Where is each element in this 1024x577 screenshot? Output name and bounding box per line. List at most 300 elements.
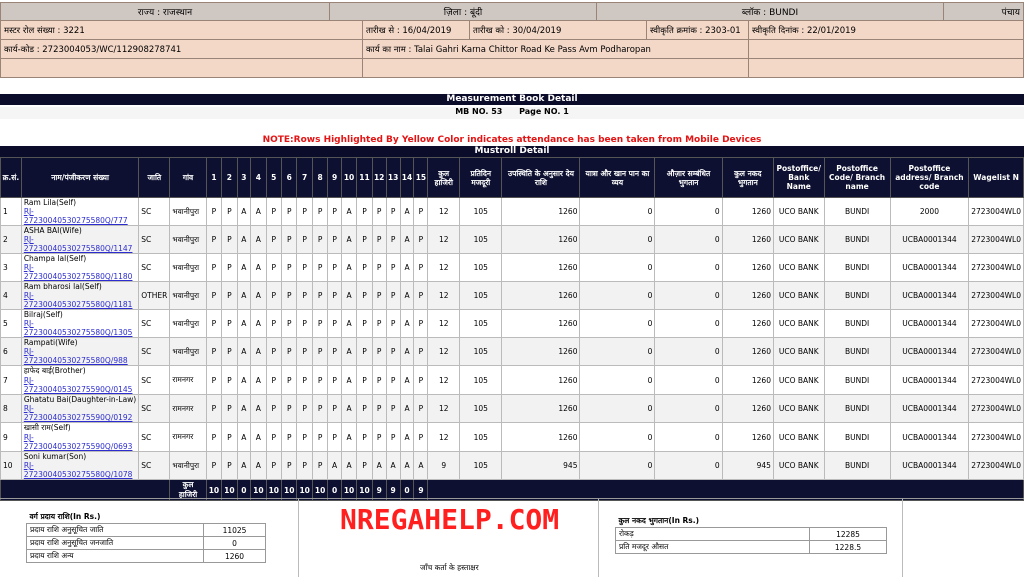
attendance-cell: P	[372, 423, 386, 452]
table-row	[1, 310, 1024, 338]
mobile-attendance-note: NOTE:Rows Highlighted By Yellow Color indicates attendance has been taken from Mobile Devices	[262, 135, 762, 145]
row-travel: 0	[580, 226, 655, 254]
day-total: 0	[328, 480, 342, 501]
worker-name: Ghatatu Bai(Daughter-in-Law)	[23, 395, 137, 404]
attendance-cell: P	[372, 198, 386, 226]
row-cash-total: 1260	[722, 366, 773, 395]
summary-area	[0, 498, 1024, 577]
table-row	[1, 338, 1024, 366]
row-branch: BUNDI	[824, 254, 890, 282]
mb-info	[0, 107, 1024, 119]
attendance-cell: P	[297, 338, 312, 366]
row-daily-wage: 105	[460, 310, 502, 338]
attendance-cell: P	[328, 395, 342, 423]
attendance-cell: P	[282, 395, 297, 423]
date-from: तारीख से : 16/04/2019	[363, 21, 470, 40]
row-sno: 8	[1, 395, 22, 423]
mustroll-rows	[1, 198, 1024, 501]
day-total: 0	[400, 480, 414, 501]
attendance-cell: A	[341, 338, 356, 366]
district-label: ज़िला : बूंदी	[330, 3, 597, 21]
attendance-cell: P	[357, 338, 372, 366]
row-travel: 0	[580, 395, 655, 423]
day-total: 10	[282, 480, 297, 501]
row-cash-total: 1260	[722, 198, 773, 226]
registration-link[interactable]: RJ-27230040530275580Q/1078	[23, 461, 133, 479]
attendance-cell: P	[312, 310, 327, 338]
day-total: 9	[414, 480, 428, 501]
other-amount-value: 1260	[204, 550, 266, 563]
attendance-cell: P	[222, 395, 237, 423]
work-name: कार्य का नाम : Talai Gahri Karna Chittor Road Ke Pass Avm Podharopan	[363, 40, 749, 59]
attendance-cell: P	[328, 254, 342, 282]
col-day-6: 6	[282, 158, 297, 198]
col-day-9: 9	[328, 158, 342, 198]
other-amount-label: प्रदाय राशि अन्य	[27, 550, 204, 563]
attendance-cell: P	[357, 310, 372, 338]
attendance-cell: P	[357, 198, 372, 226]
col-daily-wage: प्रतिदिन मजदूरी	[460, 158, 502, 198]
row-village: रामनगर	[170, 395, 206, 423]
row-travel: 0	[580, 198, 655, 226]
row-total-days: 12	[428, 395, 460, 423]
signature-label: जाँच कर्ता के हस्ताक्षर	[420, 563, 479, 572]
row-total-days: 9	[428, 452, 460, 480]
row-cash-total: 1260	[722, 395, 773, 423]
attendance-cell: P	[222, 423, 237, 452]
attendance-cell: P	[266, 338, 281, 366]
attendance-cell: P	[266, 226, 281, 254]
worker-name: Bilraj(Self)	[23, 310, 63, 319]
row-total-days: 12	[428, 310, 460, 338]
date-to: तारीख को : 30/04/2019	[470, 21, 647, 40]
row-due-amount: 1260	[502, 423, 580, 452]
attendance-cell: P	[266, 254, 281, 282]
row-daily-wage: 105	[460, 423, 502, 452]
row-travel: 0	[580, 366, 655, 395]
table-row	[1, 254, 1024, 282]
attendance-cell: A	[341, 254, 356, 282]
row-cash-total: 1260	[722, 310, 773, 338]
row-total-days: 12	[428, 198, 460, 226]
worker-name: Rampati(Wife)	[23, 338, 78, 347]
row-caste: OTHER	[139, 282, 170, 310]
registration-link[interactable]: RJ-27230040530275590Q/0192	[23, 404, 133, 422]
table-row	[1, 452, 1024, 480]
row-wagelist: 2723004WL0	[969, 366, 1024, 395]
attendance-cell: P	[386, 282, 400, 310]
row-caste: SC	[139, 226, 170, 254]
attendance-cell: P	[328, 366, 342, 395]
attendance-cell: A	[237, 423, 251, 452]
registration-link[interactable]: RJ-27230040530275580Q/1305	[23, 319, 133, 337]
col-day-7: 7	[297, 158, 312, 198]
row-travel: 0	[580, 254, 655, 282]
row-branch-code: UCBA0001344	[890, 452, 969, 480]
attendance-cell: P	[386, 310, 400, 338]
cash-value: 12285	[810, 528, 887, 541]
row-sno: 6	[1, 338, 22, 366]
attendance-cell: P	[297, 366, 312, 395]
attendance-cell: P	[312, 366, 327, 395]
attendance-cell: P	[372, 282, 386, 310]
row-branch-code: UCBA0001344	[890, 338, 969, 366]
sc-amount-value: 11025	[204, 524, 266, 537]
row-branch: BUNDI	[824, 395, 890, 423]
attendance-cell: P	[312, 226, 327, 254]
page-no-label: Page NO.	[519, 107, 561, 116]
row-tools: 0	[655, 366, 722, 395]
attendance-cell: A	[251, 198, 266, 226]
row-village: भवानीपुरा	[170, 226, 206, 254]
row-name-cell	[21, 226, 138, 254]
row-name-cell	[21, 254, 138, 282]
attendance-cell: P	[222, 282, 237, 310]
attendance-cell: P	[297, 452, 312, 480]
row-village: भवानीपुरा	[170, 310, 206, 338]
attendance-cell: P	[282, 452, 297, 480]
row-due-amount: 1260	[502, 282, 580, 310]
row-name-cell	[21, 338, 138, 366]
row-travel: 0	[580, 310, 655, 338]
attendance-cell: A	[341, 282, 356, 310]
mb-no-label: MB NO.	[455, 107, 489, 116]
attendance-cell: P	[222, 254, 237, 282]
attendance-cell: A	[341, 366, 356, 395]
attendance-cell: P	[206, 366, 221, 395]
row-name-cell	[21, 198, 138, 226]
col-day-15: 15	[414, 158, 428, 198]
row-caste: SC	[139, 423, 170, 452]
table-row	[1, 198, 1024, 226]
row-caste: SC	[139, 395, 170, 423]
attendance-cell: P	[222, 452, 237, 480]
attendance-cell: P	[297, 423, 312, 452]
col-cash-total: कुल नकद भुगतान	[722, 158, 773, 198]
muster-number: मस्टर रोल संख्या : 3221	[1, 21, 363, 40]
attendance-cell: A	[341, 198, 356, 226]
mustroll-table	[0, 157, 1024, 501]
row-cash-total: 1260	[722, 254, 773, 282]
attendance-cell: P	[372, 254, 386, 282]
col-day-1: 1	[206, 158, 221, 198]
registration-link[interactable]: RJ-27230040530275580Q/1181	[23, 291, 133, 309]
table-row	[1, 423, 1024, 452]
attendance-cell: A	[414, 452, 428, 480]
attendance-cell: P	[357, 254, 372, 282]
col-sno: क्र.सं.	[1, 158, 22, 198]
row-daily-wage: 105	[460, 198, 502, 226]
row-bank: UCO BANK	[773, 338, 824, 366]
attendance-cell: A	[341, 310, 356, 338]
attendance-cell: P	[312, 198, 327, 226]
attendance-cell: P	[357, 366, 372, 395]
attendance-cell: P	[266, 366, 281, 395]
attendance-cell: P	[357, 226, 372, 254]
row-daily-wage: 105	[460, 452, 502, 480]
row-total-days: 12	[428, 423, 460, 452]
table-row	[1, 226, 1024, 254]
row-tools: 0	[655, 226, 722, 254]
attendance-cell: A	[237, 310, 251, 338]
registration-link[interactable]: RJ-27230040530275580Q/1147	[23, 235, 133, 253]
row-due-amount: 1260	[502, 254, 580, 282]
attendance-cell: P	[312, 423, 327, 452]
sanction-number: स्वीकृति क्रमांक : 2303-01	[647, 21, 749, 40]
table-row	[1, 395, 1024, 423]
avg-value: 1228.5	[810, 541, 887, 554]
registration-link[interactable]: RJ-27230040530275590Q/0145	[23, 376, 133, 394]
attendance-cell: P	[357, 395, 372, 423]
row-total-days: 12	[428, 282, 460, 310]
row-village: भवानीपुरा	[170, 282, 206, 310]
registration-link[interactable]: RJ-27230040530275590Q/0693	[23, 433, 133, 451]
row-branch: BUNDI	[824, 310, 890, 338]
sc-amount-label: प्रदाय राशि अनुसूचित जाति	[27, 524, 204, 537]
attendance-cell: P	[312, 452, 327, 480]
row-wagelist: 2723004WL0	[969, 226, 1024, 254]
row-daily-wage: 105	[460, 395, 502, 423]
worker-name: Champa lal(Self)	[23, 254, 87, 263]
attendance-cell: P	[328, 282, 342, 310]
col-name: नाम/पंजीकरण संख्या	[21, 158, 138, 198]
row-tools: 0	[655, 254, 722, 282]
attendance-cell: P	[222, 366, 237, 395]
attendance-cell: P	[266, 282, 281, 310]
row-sno: 3	[1, 254, 22, 282]
state-label: राज्य : राजस्थान	[1, 3, 330, 21]
watermark: NREGAHELP.COM	[340, 503, 560, 536]
row-village: भवानीपुरा	[170, 338, 206, 366]
row-sno: 9	[1, 423, 22, 452]
row-total-days: 12	[428, 226, 460, 254]
col-tools: औज़ार सम्बंधित भुगतान	[655, 158, 722, 198]
attendance-cell: P	[266, 310, 281, 338]
avg-label: प्रति मजदूर औसत	[616, 541, 810, 554]
attendance-cell: A	[400, 254, 414, 282]
attendance-cell: A	[237, 452, 251, 480]
row-branch-code: 2000	[890, 198, 969, 226]
attendance-cell: P	[297, 395, 312, 423]
attendance-cell: A	[251, 366, 266, 395]
attendance-cell: P	[282, 198, 297, 226]
attendance-cell: A	[237, 395, 251, 423]
attendance-cell: P	[357, 423, 372, 452]
attendance-cell: P	[386, 395, 400, 423]
day-total: 10	[357, 480, 372, 501]
row-travel: 0	[580, 452, 655, 480]
attendance-cell: P	[206, 452, 221, 480]
row-name-cell	[21, 310, 138, 338]
worker-name: खासी राम(Self)	[23, 423, 71, 432]
row-village: रामनगर	[170, 366, 206, 395]
work-code: कार्य-कोड : 2723004053/WC/112908278741	[1, 40, 363, 59]
attendance-cell: P	[222, 310, 237, 338]
attendance-cell: P	[386, 338, 400, 366]
attendance-cell: P	[386, 254, 400, 282]
row-wagelist: 2723004WL0	[969, 282, 1024, 310]
page-no: 1	[563, 107, 569, 116]
row-caste: SC	[139, 254, 170, 282]
row-due-amount: 1260	[502, 310, 580, 338]
row-bank: UCO BANK	[773, 254, 824, 282]
attendance-cell: P	[222, 338, 237, 366]
attendance-cell: P	[282, 366, 297, 395]
row-branch-code: UCBA0001344	[890, 254, 969, 282]
row-village: भवानीपुरा	[170, 198, 206, 226]
attendance-cell: A	[400, 395, 414, 423]
worker-name: Ram Lila(Self)	[23, 198, 77, 207]
row-travel: 0	[580, 423, 655, 452]
cash-label: रोकड़	[616, 528, 810, 541]
st-amount-label: प्रदाय राशि अनुसूचित जनजाति	[27, 537, 204, 550]
row-daily-wage: 105	[460, 338, 502, 366]
table-row	[1, 366, 1024, 395]
attendance-cell: P	[297, 282, 312, 310]
attendance-cell: A	[251, 423, 266, 452]
attendance-cell: A	[400, 198, 414, 226]
row-name-cell	[21, 423, 138, 452]
attendance-cell: P	[282, 254, 297, 282]
attendance-cell: P	[206, 226, 221, 254]
col-day-8: 8	[312, 158, 327, 198]
row-bank: UCO BANK	[773, 366, 824, 395]
attendance-cell: A	[400, 310, 414, 338]
attendance-cell: P	[372, 226, 386, 254]
row-branch-code: UCBA0001344	[890, 282, 969, 310]
day-total: 10	[312, 480, 327, 501]
day-total: 9	[386, 480, 400, 501]
attendance-cell: P	[328, 226, 342, 254]
totals-label: कुल हाजिरी	[170, 480, 206, 501]
col-day-13: 13	[386, 158, 400, 198]
row-name-cell	[21, 366, 138, 395]
attendance-cell: P	[414, 226, 428, 254]
worker-name: हाफेद बाई(Brother)	[23, 366, 86, 375]
row-due-amount: 1260	[502, 338, 580, 366]
muster-info	[0, 20, 1024, 78]
cash-summary-title: कुल नकद भुगतान(In Rs.)	[618, 516, 700, 525]
col-day-10: 10	[341, 158, 356, 198]
row-travel: 0	[580, 338, 655, 366]
registration-link[interactable]: RJ-27230040530275580Q/988	[23, 347, 128, 365]
attendance-cell: A	[400, 282, 414, 310]
row-bank: UCO BANK	[773, 395, 824, 423]
row-name-cell	[21, 282, 138, 310]
attendance-cell: P	[282, 282, 297, 310]
attendance-cell: P	[386, 366, 400, 395]
row-village: रामनगर	[170, 423, 206, 452]
attendance-cell: P	[297, 254, 312, 282]
day-total: 10	[222, 480, 237, 501]
row-village: भवानीपुरा	[170, 254, 206, 282]
row-bank: UCO BANK	[773, 310, 824, 338]
attendance-cell: A	[341, 452, 356, 480]
attendance-cell: P	[328, 310, 342, 338]
attendance-cell: P	[414, 338, 428, 366]
attendance-cell: P	[282, 338, 297, 366]
row-caste: SC	[139, 366, 170, 395]
attendance-cell: A	[251, 310, 266, 338]
attendance-cell: P	[328, 198, 342, 226]
attendance-cell: P	[206, 423, 221, 452]
col-day-2: 2	[222, 158, 237, 198]
row-total-days: 12	[428, 338, 460, 366]
attendance-cell: P	[357, 282, 372, 310]
day-total: 10	[206, 480, 221, 501]
col-travel: यात्रा और खान पान का व्यय	[580, 158, 655, 198]
mb-no: 53	[491, 107, 503, 116]
attendance-cell: P	[266, 395, 281, 423]
worker-name: ASHA BAI(Wife)	[23, 226, 82, 235]
worker-name: Soni kumar(Son)	[23, 452, 87, 461]
mustroll-title: Mustroll Detail	[0, 146, 1024, 157]
col-branch: Postoffice Code/ Branch name	[824, 158, 890, 198]
row-due-amount: 1260	[502, 198, 580, 226]
attendance-cell: P	[297, 198, 312, 226]
day-total: 9	[372, 480, 386, 501]
caste-summary-title: वर्ग प्रदाय राशि(In Rs.)	[29, 512, 101, 521]
attendance-cell: P	[414, 198, 428, 226]
attendance-cell: A	[341, 423, 356, 452]
row-sno: 2	[1, 226, 22, 254]
row-sno: 4	[1, 282, 22, 310]
row-cash-total: 1260	[722, 338, 773, 366]
registration-link[interactable]: RJ-27230040530275580Q/1180	[23, 263, 133, 281]
row-due-amount: 1260	[502, 226, 580, 254]
registration-link[interactable]: RJ-27230040530275580Q/777	[23, 207, 128, 225]
row-cash-total: 1260	[722, 226, 773, 254]
attendance-cell: P	[282, 310, 297, 338]
attendance-cell: P	[206, 282, 221, 310]
day-total: 10	[251, 480, 266, 501]
attendance-cell: A	[237, 366, 251, 395]
row-bank: UCO BANK	[773, 282, 824, 310]
row-bank: UCO BANK	[773, 198, 824, 226]
attendance-cell: A	[251, 282, 266, 310]
attendance-cell: A	[237, 226, 251, 254]
attendance-cell: P	[414, 310, 428, 338]
row-tools: 0	[655, 310, 722, 338]
row-daily-wage: 105	[460, 366, 502, 395]
st-amount-value: 0	[204, 537, 266, 550]
day-total: 10	[266, 480, 281, 501]
row-branch: BUNDI	[824, 198, 890, 226]
attendance-cell: A	[400, 366, 414, 395]
row-branch-code: UCBA0001344	[890, 395, 969, 423]
row-caste: SC	[139, 310, 170, 338]
col-bank: Postoffice/ Bank Name	[773, 158, 824, 198]
attendance-cell: P	[414, 254, 428, 282]
attendance-cell: P	[414, 366, 428, 395]
attendance-cell: P	[386, 198, 400, 226]
col-day-11: 11	[357, 158, 372, 198]
row-branch-code: UCBA0001344	[890, 423, 969, 452]
attendance-cell: A	[400, 338, 414, 366]
panchayat-label: पंचाय	[944, 3, 1024, 21]
attendance-cell: P	[282, 226, 297, 254]
attendance-cell: A	[400, 452, 414, 480]
day-total: 10	[297, 480, 312, 501]
col-branch-code: Postoffice address/ Branch code	[890, 158, 969, 198]
col-total-days: कुल हाजिरी	[428, 158, 460, 198]
col-day-4: 4	[251, 158, 266, 198]
row-tools: 0	[655, 423, 722, 452]
caste-summary-table	[26, 511, 266, 563]
attendance-cell: P	[386, 423, 400, 452]
row-sno: 10	[1, 452, 22, 480]
row-branch: BUNDI	[824, 282, 890, 310]
